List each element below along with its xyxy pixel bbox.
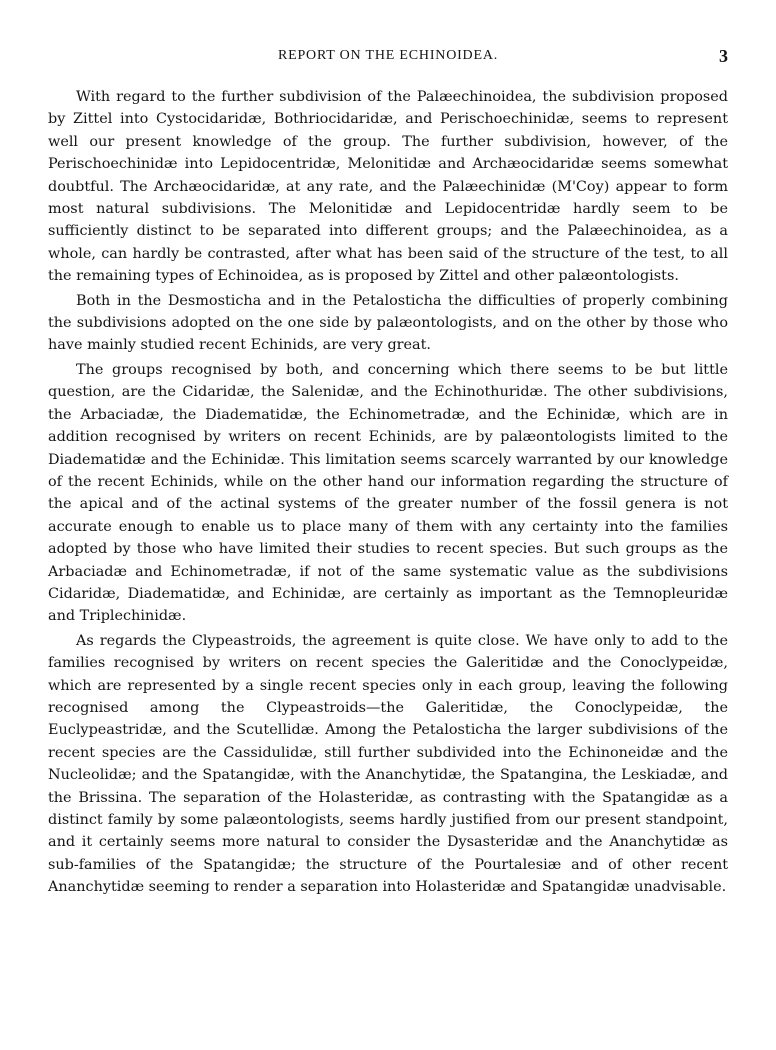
running-header: [48, 46, 728, 68]
running-title: REPORT ON THE ECHINOIDEA.: [277, 48, 499, 63]
paragraph-palaeechinoidea: With regard to the further subdivision of the Palæechinoidea, the subdivision proposed by Zittel into Cystocidaridæ, Bothriocidaridæ, and Perischoechinidæ, seems to represent well our present knowledge of the group. The further subdivision, however, of the Perischoechinidæ into Lepidocentridæ, Melonitidæ and Archæocidaridæ seems somewhat doubtful. The Archæocidaridæ, at any rate, and the Palæechinidæ (M'Coy) appear to form most natural subdivisions. The Melonitidæ and Lepidocentridæ hardly seem to be sufficiently distinct to be separated into different groups; and the Palæechinoidea, as a whole, can hardly be contrasted, after what has been said of the structure of the test, to all the remaining types of Echinoidea, as is proposed by Zittel and other palæontologists.: [48, 89, 728, 285]
page-number: 3: [719, 46, 728, 66]
paragraph-desmosticha-petalosticha: Both in the Desmosticha and in the Petalosticha the difficulties of properly combining the subdivisions adopted on the one side by palæontologists, and on the other by those who have mainly studied recent Echinids, are very great.: [48, 292, 728, 354]
paragraph-groups-recognised: The groups recognised by both, and concerning which there seems to be but little question, are the Cidaridæ, the Salenidæ, and the Echinothuridæ. The other subdivisions, the Arbaciadæ, the Diadematidæ, the Echinometradæ, and the Echinidæ, which are in addition recognised by writers on recent Echinids, are by palæontologists limited to the Diadematidæ and the Echinidæ. This limitation seems scarcely warranted by our knowledge of the recent Echinids, while on the other hand our information regarding the structure of the apical and of the actinal systems of the greater number of the fossil genera is not accurate enough to enable us to place many of them with any certainty into the families adopted by those who have limited their studies to recent species. But such groups as the Arbaciadæ and Echinometradæ, if not of the same systematic value as the subdivisions Cidaridæ, Diadematidæ, and Echinidæ, are certainly as important as the Temnopleuridæ and Triplechinidæ.: [48, 361, 728, 625]
body-text: [48, 86, 728, 901]
paragraph-clypeastroids: As regards the Clypeastroids, the agreement is quite close. We have only to add to the families recognised by writers on recent species the Galeritidæ and the Conoclypeidæ, which are represented by a single recent species only in each group, leaving the following recognised among the Clypeastroids—the Galeritidæ, the Conoclypeidæ, the Euclypeastridæ, and the Scutellidæ. Among the Petalosticha the larger subdivisions of the recent species are the Cassidulidæ, still further subdivided into the Echinoneidæ and the Nucleolidæ; and the Spatangidæ, with the Ananchytidæ, the Spatangina, the Leskiadæ, and the Brissina. The separation of the Holasteridæ, as contrasting with the Spatangidæ as a distinct family by some palæontologists, seems hardly justified from our present standpoint, and it certainly seems more natural to consider the Dysasteridæ and the Ananchytidæ as sub-families of the Spatangidæ; the structure of the Pourtalesiæ and of other recent Ananchytidæ seeming to render a separation into Holasteridæ and Spatangidæ unadvisable.: [48, 632, 728, 896]
